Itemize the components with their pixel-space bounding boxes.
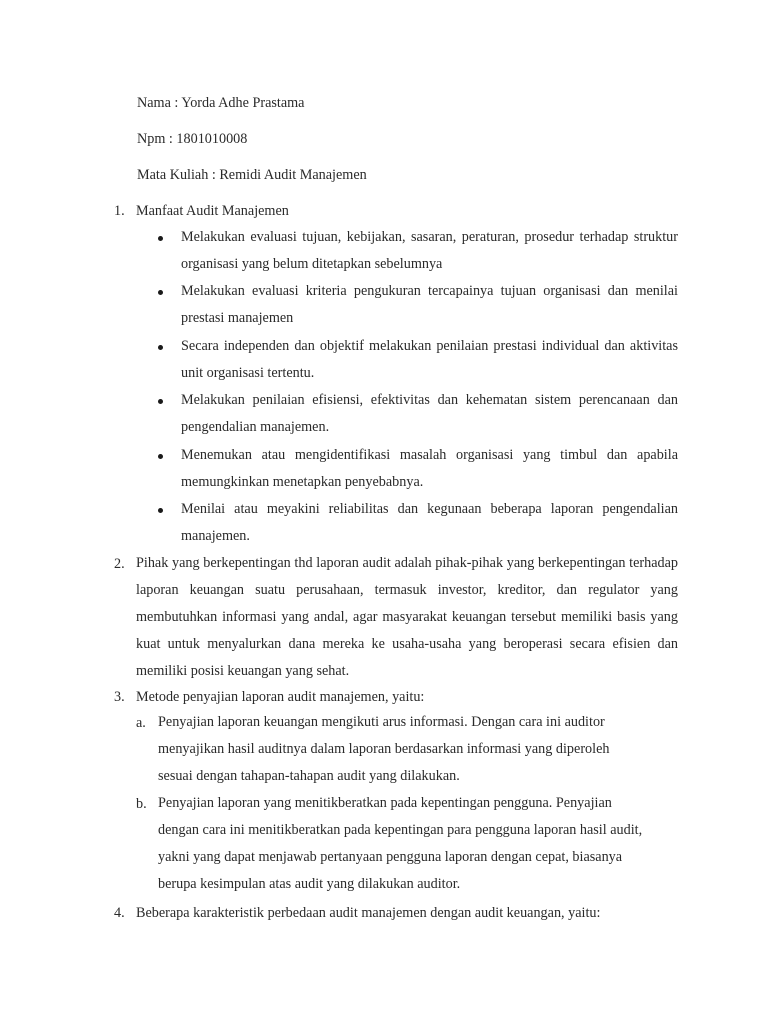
item-1-bullet-2: Melakukan evaluasi kriteria pengukuran tercapainya tujuan organisasi dan menilai prestasi manajemen [181, 283, 678, 326]
item-3b-letter: b. [136, 796, 147, 812]
bullet-icon [158, 290, 163, 295]
bullet-icon [158, 236, 163, 241]
item-1-bullet-4: Melakukan penilaian efisiensi, efektivitas dan kehematan sistem perencanaan dan pengendalian manajemen. [181, 392, 678, 435]
item-1-bullet-3: Secara independen dan objektif melakukan penilaian prestasi individual dan aktivitas unit organisasi tertentu. [181, 338, 678, 381]
item-1-number: 1. [114, 203, 125, 219]
bullet-icon [158, 508, 163, 513]
item-4-number: 4. [114, 905, 125, 921]
item-1-bullet-6: Menilai atau meyakini reliabilitas dan kegunaan beberapa laporan pengendalian manajemen. [181, 501, 678, 544]
bullet-icon [158, 345, 163, 350]
item-4-title: Beberapa karakteristik perbedaan audit manajemen dengan audit keuangan, yaitu: [136, 905, 601, 921]
item-1-title: Manfaat Audit Manajemen [136, 203, 289, 219]
text-line: dengan cara ini menitikberatkan pada kepentingan para pengguna laporan hasil audit, [158, 822, 643, 838]
course-name: Mata Kuliah : Remidi Audit Manajemen [137, 167, 367, 183]
text-line: menyajikan hasil auditnya dalam laporan berdasarkan informasi yang diperoleh [158, 741, 610, 757]
student-name: Nama : Yorda Adhe Prastama [137, 95, 305, 111]
text-line: Penyajian laporan yang menitikberatkan pada kepentingan pengguna. Penyajian [158, 795, 612, 811]
item-3a-letter: a. [136, 715, 146, 731]
text-line: sesuai dengan tahapan-tahapan audit yang dilakukan. [158, 768, 460, 784]
item-2-paragraph: Pihak yang berkepentingan thd laporan audit adalah pihak-pihak yang berkepentingan terhadap laporan keuangan suatu perusahaan, termasuk investor, kreditor, dan regulator yang membutuhkan informasi yang andal, agar masyarakat keuangan tersebut memiliki basis yang kuat untuk menyalurkan dana mereka ke usaha-usaha yang beroperasi secara efisien dan memiliki posisi keuangan yang sehat. [136, 555, 678, 679]
item-1-bullet-1: Melakukan evaluasi tujuan, kebijakan, sasaran, peraturan, prosedur terhadap struktur organisasi yang belum ditetapkan sebelumnya [181, 229, 678, 272]
item-2-number: 2. [114, 556, 125, 572]
student-npm: Npm : 1801010008 [137, 131, 248, 147]
item-1-bullet-5: Menemukan atau mengidentifikasi masalah organisasi yang timbul dan apabila memungkinkan menetapkan penyebabnya. [181, 447, 678, 490]
text-line: Penyajian laporan keuangan mengikuti arus informasi. Dengan cara ini auditor [158, 714, 605, 730]
item-3-number: 3. [114, 689, 125, 705]
bullet-icon [158, 399, 163, 404]
item-3a-text [158, 709, 658, 790]
item-3-title: Metode penyajian laporan audit manajemen, yaitu: [136, 689, 425, 705]
item-3b-text [158, 790, 658, 898]
text-line: berupa kesimpulan atas audit yang dilakukan auditor. [158, 876, 461, 892]
text-line: yakni yang dapat menjawab pertanyaan pengguna laporan dengan cepat, biasanya [158, 849, 623, 865]
bullet-icon [158, 454, 163, 459]
